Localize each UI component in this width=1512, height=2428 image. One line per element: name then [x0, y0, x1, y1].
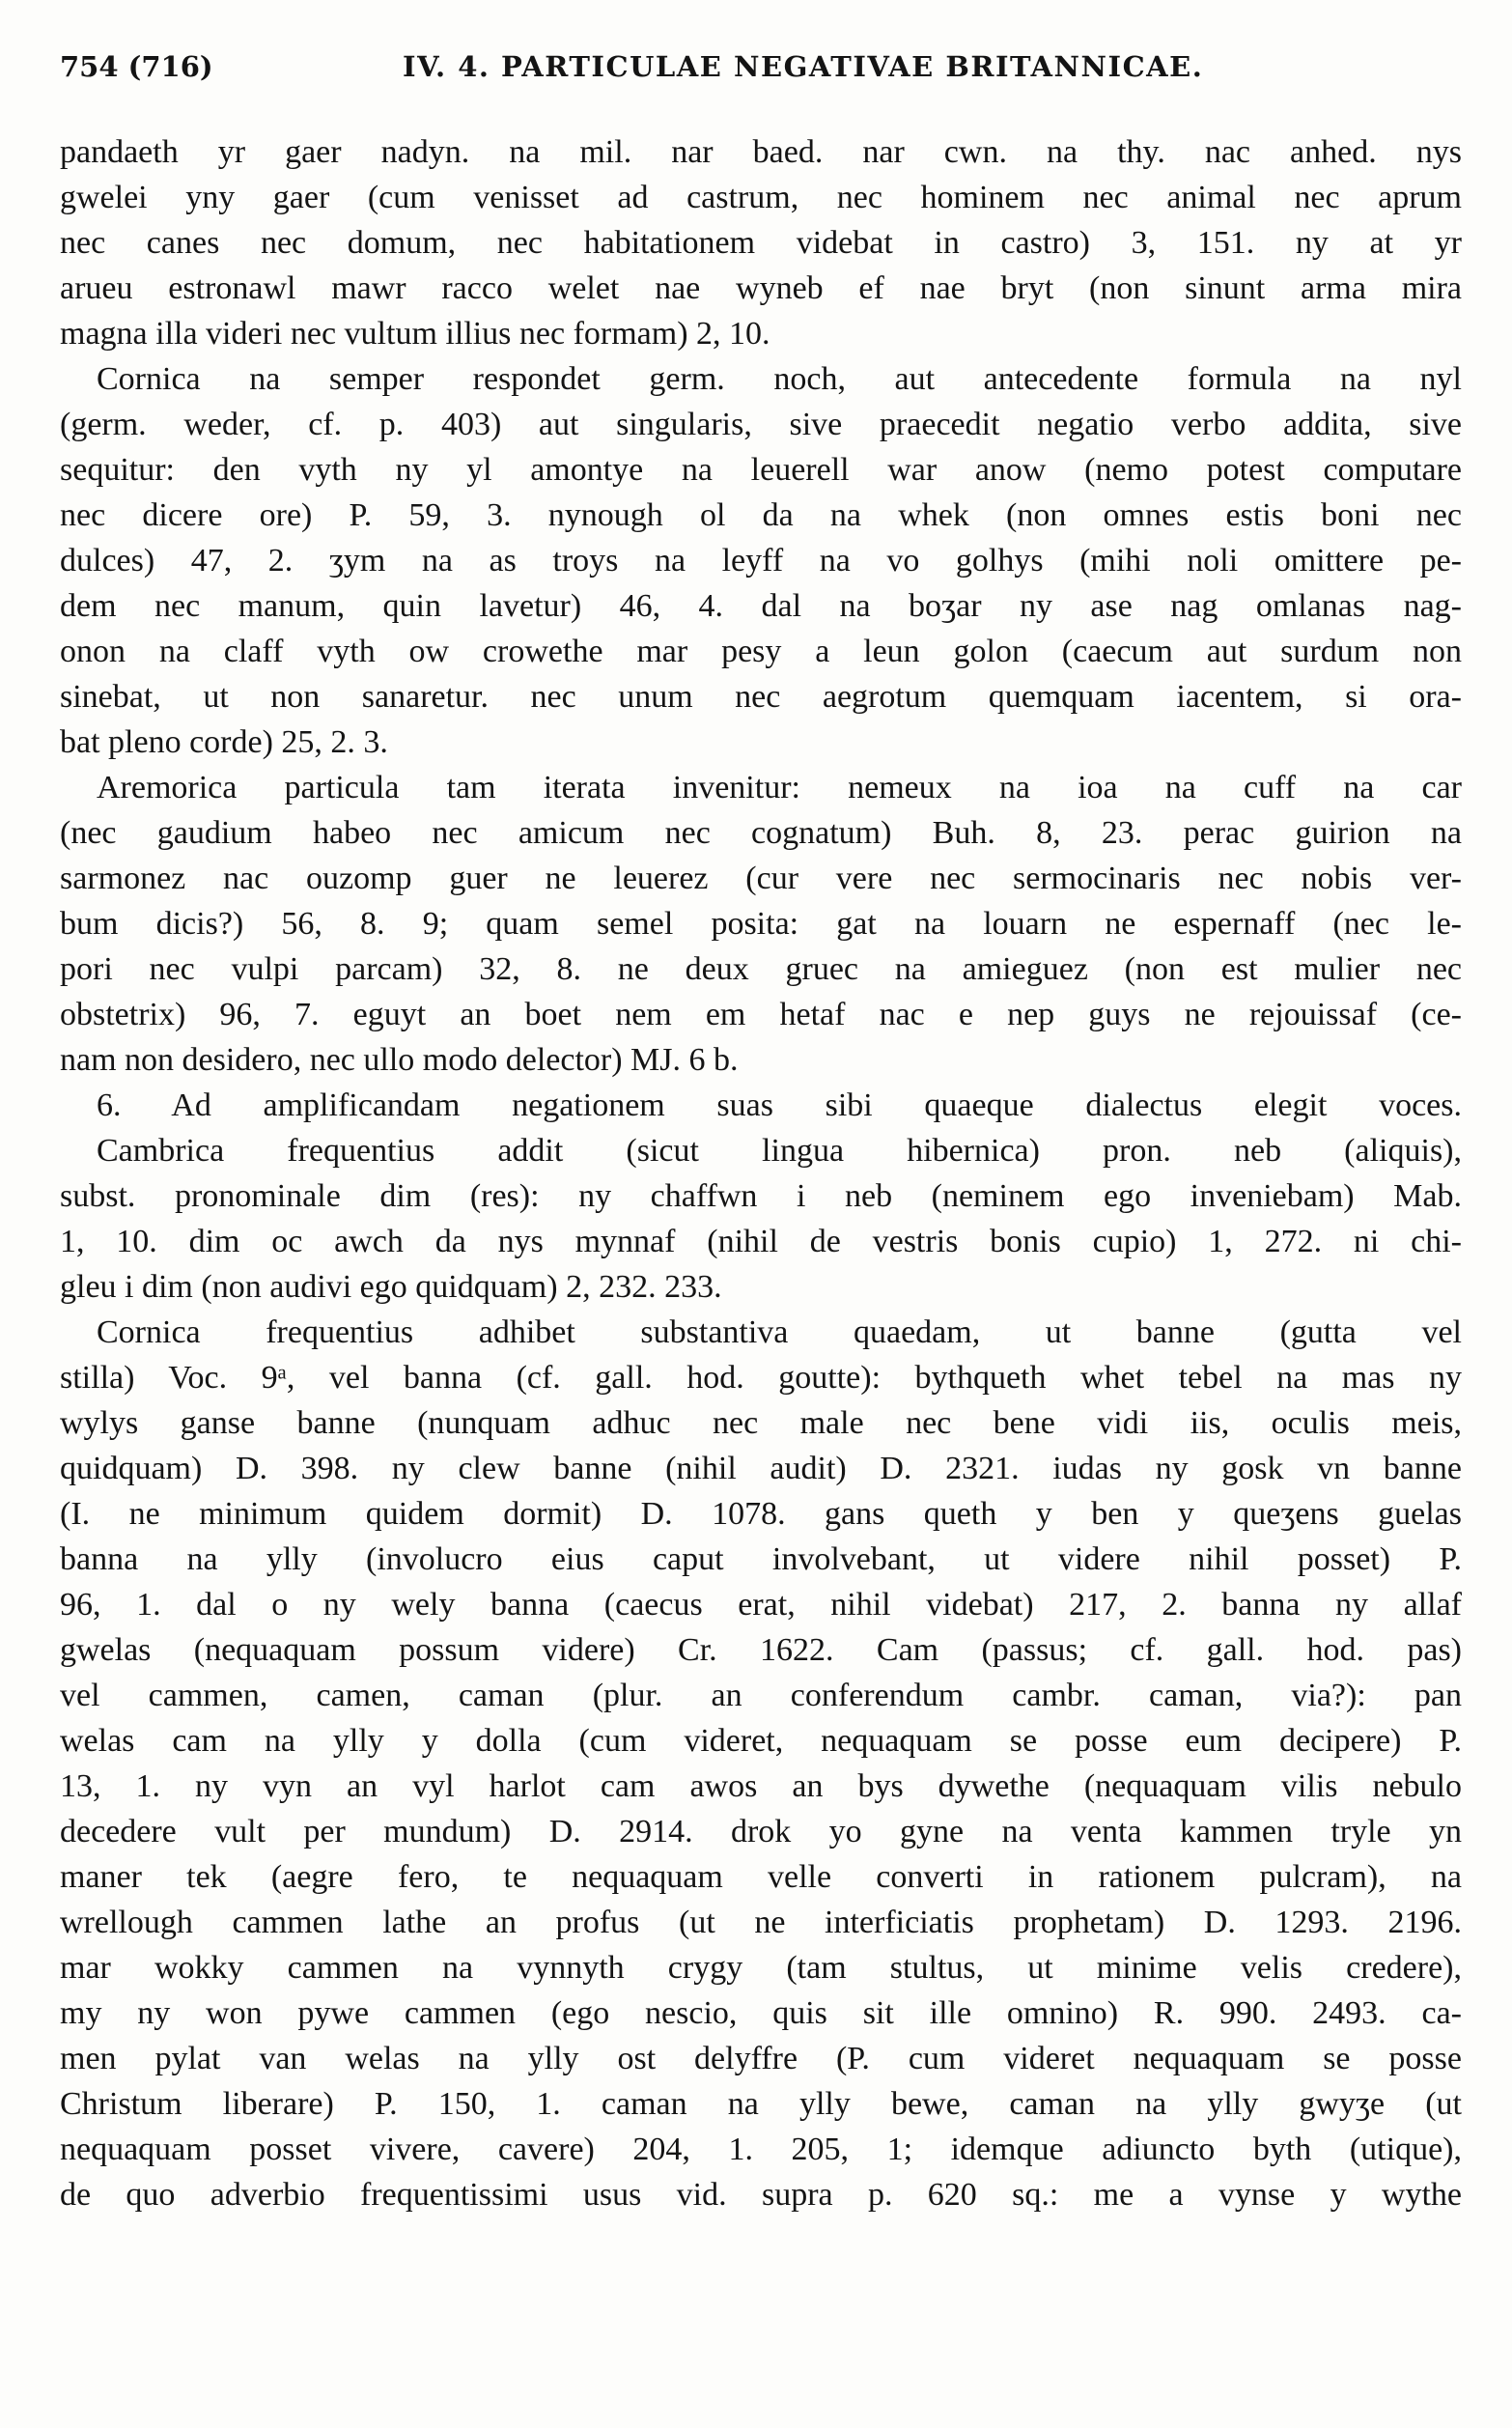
text-line: obstetrix) 96, 7. eguyt an boet nem em hetaf nac e nep guys ne rejouissaf (ce-: [60, 997, 1462, 1032]
text-line: nec dicere ore) P. 59, 3. nynough ol da na whek (non omnes estis boni nec: [60, 497, 1462, 533]
text-line: 96, 1. dal o ny wely banna (caecus erat, nihil videbat) 217, 2. banna ny allaf: [60, 1587, 1462, 1623]
text-line: nequaquam posset vivere, cavere) 204, 1. 205, 1; idemque adiuncto byth (utique),: [60, 2132, 1462, 2167]
text-line: (nec gaudium habeo nec amicum nec cognatum) Buh. 8, 23. perac guirion na: [60, 815, 1462, 851]
running-header: [60, 50, 1464, 97]
running-title: IV. 4. PARTICULAE NEGATIVAE BRITANNICAE.: [403, 50, 1204, 83]
text-line: maner tek (aegre fero, te nequaquam velle converti in rationem pulcram), na: [60, 1859, 1462, 1895]
text-line: arueu estronawl mawr racco welet nae wyneb ef nae bryt (non sinunt arma mira: [60, 270, 1462, 306]
text-line: bum dicis?) 56, 8. 9; quam semel posita: gat na louarn ne espernaff (nec le-: [60, 906, 1462, 942]
text-line: Cornica na semper respondet germ. noch, aut antecedente formula na nyl: [97, 361, 1462, 397]
text-line: my ny won pywe cammen (ego nescio, quis sit ille omnino) R. 990. 2493. ca-: [60, 1995, 1462, 2031]
text-line: dem nec manum, quin lavetur) 46, 4. dal na boʒar ny ase nag omlanas nag-: [60, 588, 1462, 624]
text-line: welas cam na ylly y dolla (cum videret, nequaquam se posse eum decipere) P.: [60, 1723, 1462, 1759]
text-line: gwelei yny gaer (cum venisset ad castrum, nec hominem nec animal nec aprum: [60, 180, 1462, 215]
text-line: wylys ganse banne (nunquam adhuc nec male nec bene vidi iis, oculis meis,: [60, 1405, 1462, 1441]
text-line: 6. Ad amplificandam negationem suas sibi quaeque dialectus elegit voces.: [97, 1087, 1462, 1123]
text-line: dulces) 47, 2. ʒym na as troys na leyff na vo golhys (mihi noli omittere pe-: [60, 543, 1462, 579]
text-line: gwelas (nequaquam possum videre) Cr. 1622. Cam (passus; cf. gall. hod. pas): [60, 1632, 1462, 1668]
text-line: pori nec vulpi parcam) 32, 8. ne deux gruec na amieguez (non est mulier nec: [60, 951, 1462, 987]
text-line: 1, 10. dim oc awch da nys mynnaf (nihil de vestris bonis cupio) 1, 272. ni chi-: [60, 1224, 1462, 1259]
text-line: quidquam) D. 398. ny clew banne (nihil audit) D. 2321. iudas ny gosk vn banne: [60, 1451, 1462, 1486]
text-line: (I. ne minimum quidem dormit) D. 1078. gans queth y ben y queʒens guelas: [60, 1496, 1462, 1532]
text-line: wrellough cammen lathe an profus (ut ne interficiatis prophetam) D. 1293. 2196.: [60, 1905, 1462, 1940]
text-line: nec canes nec domum, nec habitationem videbat in castro) 3, 151. ny at yr: [60, 225, 1462, 261]
text-line: de quo adverbio frequentissimi usus vid. supra p. 620 sq.: me a vynse y wythe: [60, 2177, 1462, 2213]
text-line: Cornica frequentius adhibet substantiva quaedam, ut banne (gutta vel: [97, 1314, 1462, 1350]
text-line: 13, 1. ny vyn an vyl harlot cam awos an bys dywethe (nequaquam vilis nebulo: [60, 1768, 1462, 1804]
text-line: (germ. weder, cf. p. 403) aut singularis, sive praecedit negatio verbo addita, sive: [60, 407, 1462, 442]
text-line: Aremorica particula tam iterata invenitur: nemeux na ioa na cuff na car: [97, 770, 1462, 805]
text-line: sarmonez nac ouzomp guer ne leuerez (cur vere nec sermocinaris nec nobis ver-: [60, 861, 1462, 896]
text-line: gleu i dim (non audivi ego quidquam) 2, 232. 233.: [60, 1269, 722, 1305]
text-line: subst. pronominale dim (res): ny chaffwn i neb (neminem ego inveniebam) Mab.: [60, 1178, 1462, 1214]
text-line: banna na ylly (involucro eius caput involvebant, ut videre nihil posset) P.: [60, 1541, 1462, 1577]
text-line: pandaeth yr gaer nadyn. na mil. nar baed. nar cwn. na thy. nac anhed. nys: [60, 134, 1462, 170]
text-line: nam non desidero, nec ullo modo delector) MJ. 6 b.: [60, 1042, 739, 1078]
text-line: mar wokky cammen na vynnyth crygy (tam stultus, ut minime velis credere),: [60, 1950, 1462, 1986]
text-line: Christum liberare) P. 150, 1. caman na ylly bewe, caman na ylly gwyʒe (ut: [60, 2086, 1462, 2122]
text-line: sequitur: den vyth ny yl amontye na leuerell war anow (nemo potest computare: [60, 452, 1462, 488]
text-line: vel cammen, camen, caman (plur. an conferendum cambr. caman, via?): pan: [60, 1678, 1462, 1713]
text-line: sinebat, ut non sanaretur. nec unum nec aegrotum quemquam iacentem, si ora-: [60, 679, 1462, 715]
page-number: 754 (716): [60, 50, 213, 83]
text-line: Cambrica frequentius addit (sicut lingua hibernica) pron. neb (aliquis),: [97, 1133, 1462, 1169]
text-line: magna illa videri nec vultum illius nec formam) 2, 10.: [60, 316, 770, 352]
text-line: decedere vult per mundum) D. 2914. drok yo gyne na venta kammen tryle yn: [60, 1814, 1462, 1849]
text-line: onon na claff vyth ow crowethe mar pesy a leun golon (caecum aut surdum non: [60, 634, 1462, 669]
text-line: stilla) Voc. 9ᵃ, vel banna (cf. gall. hod. goutte): bythqueth whet tebel na mas ny: [60, 1360, 1462, 1396]
text-line: men pylat van welas na ylly ost delyffre (P. cum videret nequaquam se posse: [60, 2041, 1462, 2076]
text-line: bat pleno corde) 25, 2. 3.: [60, 724, 388, 760]
